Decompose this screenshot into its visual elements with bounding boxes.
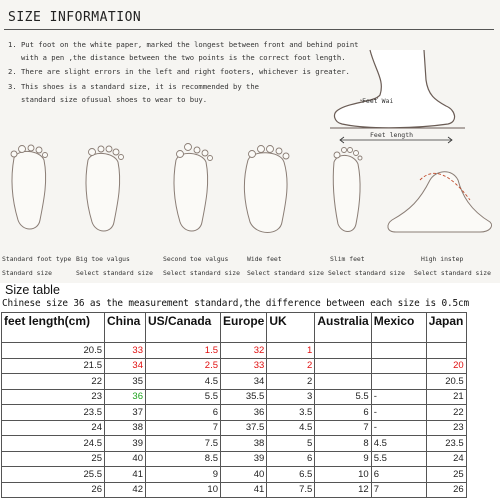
table-row [2, 451, 467, 467]
cell-china: 35 [105, 374, 146, 390]
cell-europe: 41 [221, 482, 267, 498]
cell-europe: 32 [221, 343, 267, 359]
cell-japan: 20 [426, 358, 466, 374]
cell-japan: 20.5 [426, 374, 466, 390]
size-table-title: Size table [5, 283, 60, 297]
cell-europe: 40 [221, 467, 267, 483]
cell-japan: 26 [426, 482, 466, 498]
table-row [2, 482, 467, 498]
foot-type-label-2: Big toe valgus [76, 255, 130, 263]
foot-advice-4: Select standard size [247, 269, 324, 277]
cell-us-canada: 2.5 [146, 358, 221, 374]
cell-china: 33 [105, 343, 146, 359]
cell-china: 34 [105, 358, 146, 374]
cell-mexico: 7 [371, 482, 426, 498]
cell-mexico [371, 358, 426, 374]
foot-advice-6: Select standard size [414, 269, 491, 277]
section-title: SIZE INFORMATION [8, 10, 142, 25]
cell-australia: 7 [315, 420, 371, 436]
header-china: China [105, 313, 146, 343]
foot-type-label-1: Standard foot type [2, 255, 72, 263]
cell-uk: 7.5 [267, 482, 315, 498]
cell-mexico: - [371, 405, 426, 421]
cell-feet-length: 22 [2, 374, 105, 390]
foot-type-label-3: Second toe valgus [163, 255, 229, 263]
cell-mexico: - [371, 389, 426, 405]
cell-china: 41 [105, 467, 146, 483]
cell-uk: 3.5 [267, 405, 315, 421]
cell-europe: 37.5 [221, 420, 267, 436]
table-row [2, 389, 467, 405]
feet-wai-label: Feet Wai [362, 97, 394, 105]
header-japan: Japan [426, 313, 466, 343]
high-instep-icon [388, 172, 492, 232]
table-row [2, 420, 467, 436]
cell-china: 36 [105, 389, 146, 405]
table-row [2, 343, 467, 359]
cell-australia: 8 [315, 436, 371, 452]
foot-types-illustration [0, 140, 500, 270]
feet-length-label: Feet length [370, 131, 414, 139]
cell-us-canada: 8.5 [146, 451, 221, 467]
big-toe-valgus-icon [86, 153, 120, 231]
cell-europe: 33 [221, 358, 267, 374]
cell-uk: 2 [267, 358, 315, 374]
header-europe: Europe [221, 313, 267, 343]
cell-us-canada: 7 [146, 420, 221, 436]
cell-australia: 6 [315, 405, 371, 421]
cell-us-canada: 10 [146, 482, 221, 498]
cell-feet-length: 23 [2, 389, 105, 405]
foot-advice-2: Select standard size [76, 269, 153, 277]
cell-japan [426, 343, 466, 359]
slim-feet-icon [333, 155, 360, 231]
table-row [2, 436, 467, 452]
cell-europe: 36 [221, 405, 267, 421]
cell-japan: 23 [426, 420, 466, 436]
cell-uk: 3 [267, 389, 315, 405]
size-table-header-row [2, 313, 467, 343]
cell-uk: 6 [267, 451, 315, 467]
header-mexico: Mexico [371, 313, 426, 343]
instruction-3b: standard size ofusual shoes to wear to buy. [8, 95, 208, 104]
cell-australia: 9 [315, 451, 371, 467]
cell-us-canada: 7.5 [146, 436, 221, 452]
cell-feet-length: 21.5 [2, 358, 105, 374]
cell-australia [315, 374, 371, 390]
cell-feet-length: 23.5 [2, 405, 105, 421]
cell-mexico: 6 [371, 467, 426, 483]
foot-type-label-4: Wide feet [247, 255, 282, 263]
cell-uk: 5 [267, 436, 315, 452]
cell-us-canada: 1.5 [146, 343, 221, 359]
foot-advice-1: Standard size [2, 269, 53, 277]
table-row [2, 374, 467, 390]
cell-feet-length: 20.5 [2, 343, 105, 359]
cell-feet-length: 26 [2, 482, 105, 498]
cell-china: 39 [105, 436, 146, 452]
cell-mexico [371, 374, 426, 390]
cell-japan: 24 [426, 451, 466, 467]
cell-feet-length: 25.5 [2, 467, 105, 483]
cell-australia [315, 343, 371, 359]
foot-advice-3: Select standard size [163, 269, 240, 277]
table-row [2, 405, 467, 421]
cell-china: 40 [105, 451, 146, 467]
wide-feet-icon [244, 153, 287, 233]
cell-feet-length: 24 [2, 420, 105, 436]
cell-europe: 34 [221, 374, 267, 390]
foot-type-label-5: Slim feet [330, 255, 365, 263]
cell-australia: 5.5 [315, 389, 371, 405]
header-uk: UK [267, 313, 315, 343]
cell-uk: 2 [267, 374, 315, 390]
cell-mexico: 5.5 [371, 451, 426, 467]
instruction-3a: 3. This shoes is a standard size, it is recommended by the [8, 82, 259, 91]
cell-mexico: 4.5 [371, 436, 426, 452]
cell-australia [315, 358, 371, 374]
second-toe-valgus-icon [174, 153, 208, 231]
instruction-1a: 1. Put foot on the white paper, marked the longest between front and behind point [8, 40, 359, 49]
cell-japan: 21 [426, 389, 466, 405]
cell-japan: 22 [426, 405, 466, 421]
cell-uk: 1 [267, 343, 315, 359]
table-row [2, 358, 467, 374]
foot-advice-5: Select standard size [328, 269, 405, 277]
size-table [1, 312, 467, 498]
header-us-canada: US/Canada [146, 313, 221, 343]
instruction-2: 2. There are slight errors in the left and right footers, whichever is greater. [8, 67, 350, 76]
cell-australia: 10 [315, 467, 371, 483]
cell-china: 42 [105, 482, 146, 498]
cell-europe: 38 [221, 436, 267, 452]
cell-japan: 25 [426, 467, 466, 483]
cell-europe: 35.5 [221, 389, 267, 405]
table-row [2, 467, 467, 483]
cell-us-canada: 4.5 [146, 374, 221, 390]
cell-feet-length: 24.5 [2, 436, 105, 452]
cell-mexico [371, 343, 426, 359]
foot-type-label-6: High instep [421, 255, 464, 263]
instruction-1b: with a pen ,the distance between the two points is the correct foot length. [8, 53, 346, 62]
size-table-subtitle: Chinese size 36 as the measurement standard,the difference between each size is 0.5cm [2, 298, 470, 309]
cell-china: 37 [105, 405, 146, 421]
cell-us-canada: 5.5 [146, 389, 221, 405]
cell-us-canada: 9 [146, 467, 221, 483]
cell-feet-length: 25 [2, 451, 105, 467]
cell-mexico: - [371, 420, 426, 436]
cell-uk: 4.5 [267, 420, 315, 436]
header-australia: Australia [315, 313, 371, 343]
cell-japan: 23.5 [426, 436, 466, 452]
title-divider [4, 29, 494, 30]
cell-australia: 12 [315, 482, 371, 498]
cell-uk: 6.5 [267, 467, 315, 483]
standard-foot-icon [12, 151, 46, 229]
cell-us-canada: 6 [146, 405, 221, 421]
cell-china: 38 [105, 420, 146, 436]
header-feet-length: feet length(cm) [2, 313, 105, 343]
cell-europe: 39 [221, 451, 267, 467]
